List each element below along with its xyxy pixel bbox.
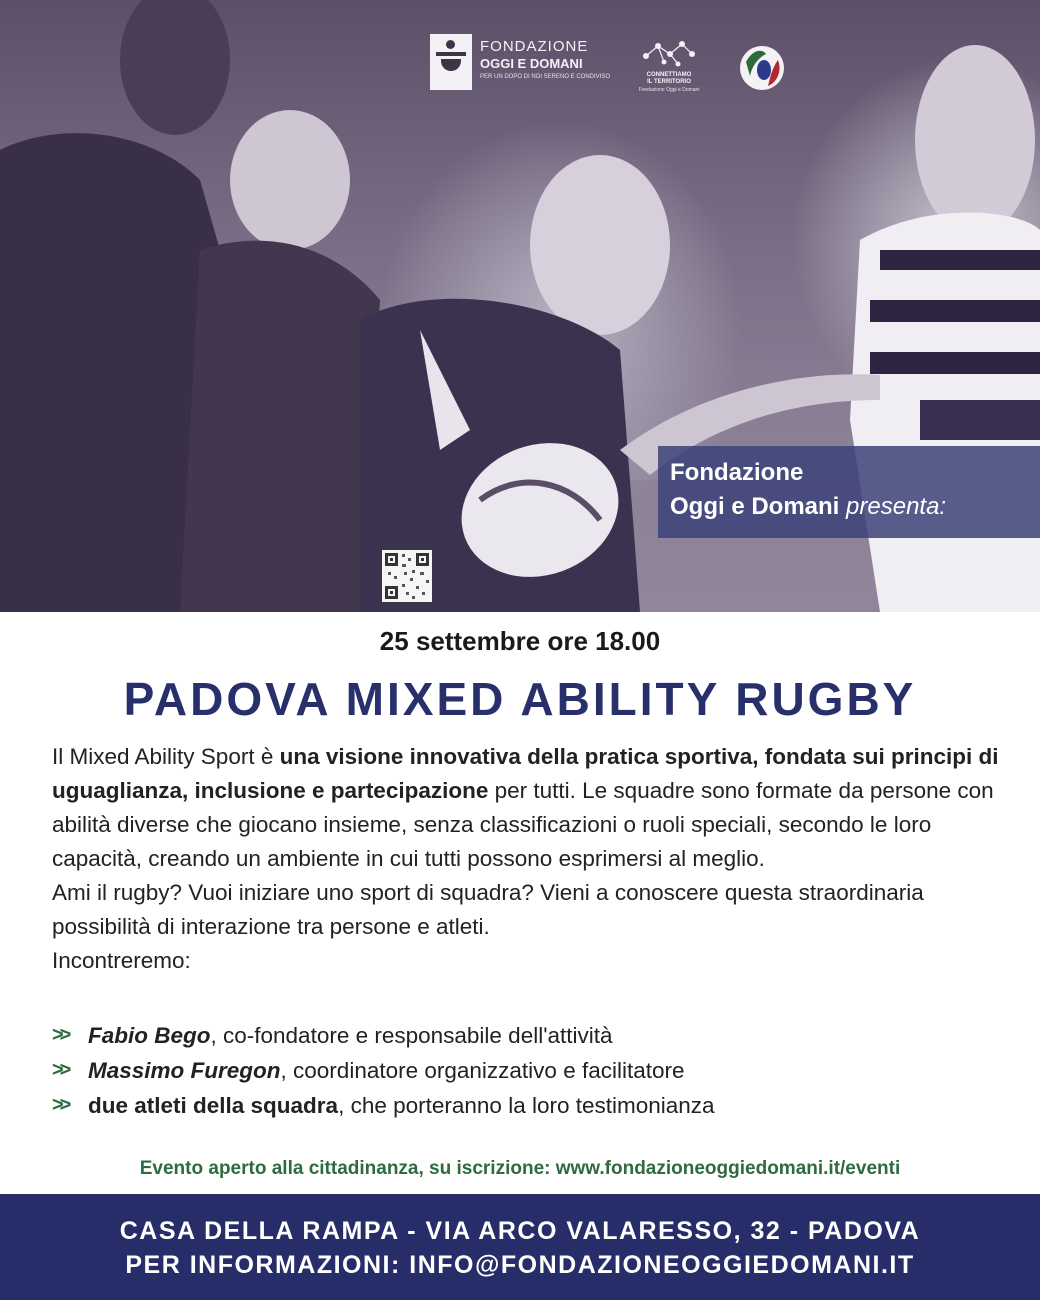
- double-chevron-right-icon: >>: [52, 1059, 68, 1081]
- footer-address: CASA DELLA RAMPA - VIA ARCO VALARESSO, 32 - PADOVA: [119, 1217, 921, 1245]
- list-item: >> Fabio Bego, co-fondatore e responsabile dell'attività: [52, 1018, 1002, 1053]
- connettiamo-logo: [634, 36, 704, 96]
- fondazione-logo: [430, 34, 611, 94]
- padova-rugby-logo-icon: [738, 32, 786, 98]
- registration-note[interactable]: Evento aperto alla cittadinanza, su iscrizione: www.fondazioneoggiedomani.it/eventi: [139, 1158, 901, 1179]
- footer-contact[interactable]: PER INFORMAZIONI: INFO@FONDAZIONEOGGIEDOMANI.IT: [125, 1251, 915, 1279]
- event-description: [52, 740, 1002, 978]
- presenta-line2-bold: Oggi e Domani: [670, 493, 840, 520]
- footer-banner: [0, 1194, 1040, 1300]
- list-item: >> Massimo Furegon, coordinatore organizzativo e facilitatore: [52, 1053, 1002, 1088]
- qr-code-icon[interactable]: [382, 550, 432, 602]
- fondazione-logo-line2: OGGI E DOMANI: [480, 56, 583, 71]
- presenta-banner: [658, 446, 1040, 538]
- double-chevron-right-icon: >>: [52, 1094, 68, 1116]
- double-chevron-right-icon: >>: [52, 1024, 68, 1046]
- event-title: PADOVA MIXED ABILITY RUGBY: [123, 673, 917, 725]
- event-date: 25 settembre ore 18.00: [379, 626, 661, 656]
- fondazione-logo-line1: FONDAZIONE: [480, 38, 589, 55]
- description-paragraph-1: Il Mixed Ability Sport è una visione innovativa della pratica sportiva, fondata sui principi di uguaglianza, inclusione e partecipazione per tutti. Le squadre sono formate da persone con abilità diverse che giocano insieme, senza classificazioni o ruoli speciali, secondo le loro capacità, creando un ambiente in cui tutti possono esprimersi al meglio.: [52, 744, 999, 871]
- description-paragraph-2: Ami il rugby? Vuoi iniziare uno sport di squadra? Vieni a conoscere questa straordinaria possibilità di interazione tra persone e atleti.: [52, 880, 924, 939]
- connettiamo-logo-subtext: Fondazione Oggi e Domani: [638, 87, 700, 93]
- presenta-line1: Fondazione: [670, 459, 804, 486]
- connettiamo-logo-text: CONNETTIAMO IL TERRITORIO: [646, 72, 692, 85]
- list-item: >> due atleti della squadra, che porteranno la loro testimonianza: [52, 1088, 1002, 1123]
- network-nodes-icon: [634, 36, 704, 70]
- hero-photo: [0, 0, 1040, 612]
- description-paragraph-3: Incontreremo:: [52, 948, 191, 973]
- speakers-list: [52, 1018, 1002, 1123]
- fondazione-logo-tagline: PER UN DOPO DI NOI SERENO E CONDIVISO: [480, 74, 611, 80]
- fondazione-mark-icon: [430, 34, 472, 90]
- presenta-line2-italic: presenta:: [846, 493, 947, 520]
